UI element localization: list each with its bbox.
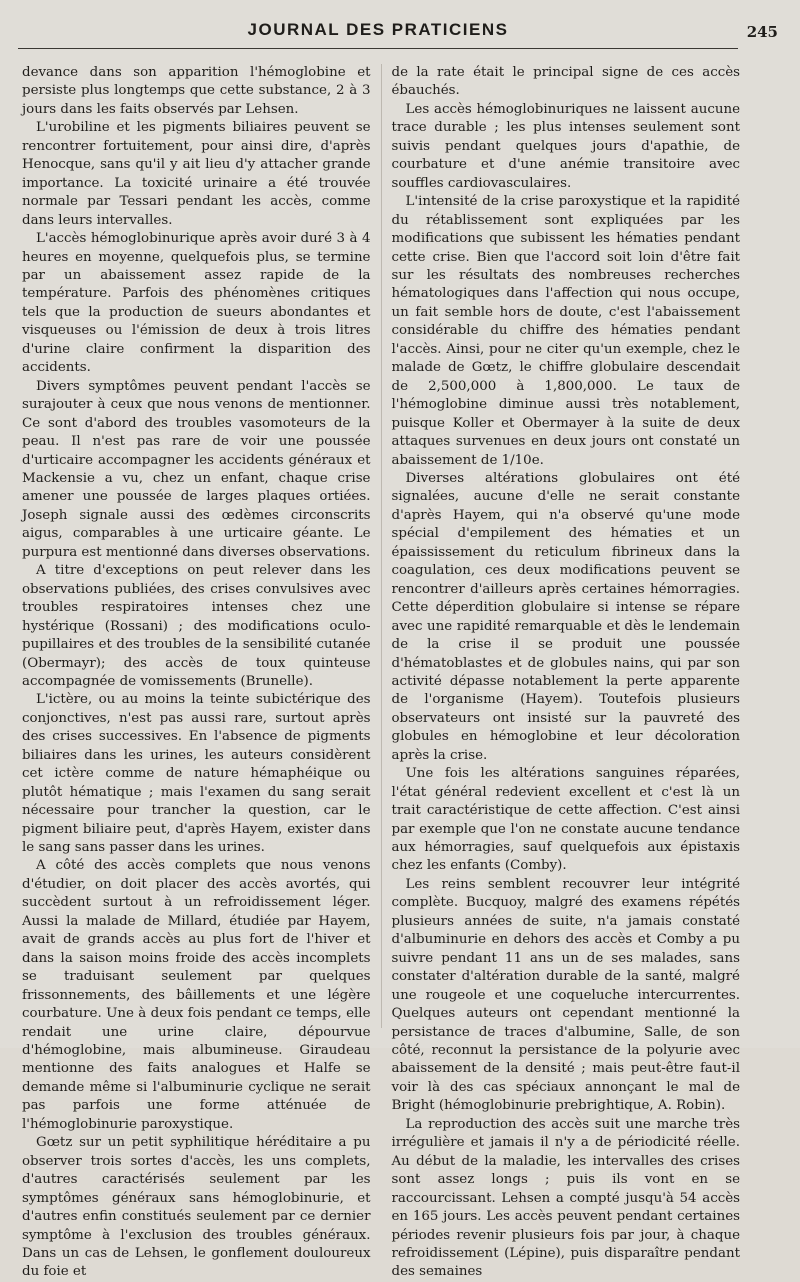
paragraph: Les reins semblent recouvrer leur intégrité complète. Bucquoy, malgré des examens répétés plusieurs années de suite, n'a jamais constaté d'albuminurie en dehors des accès et Comby a pu suivre pendant 11 ans un de ses malades, sans constater d'altération durable de la santé, malgré une rougeole et une coqueluche intercurrentes. Quelques auteurs ont cependant mentionné la persistance de traces d'albumine, Salle, de son côté, reconnut la persistance de la polyurie avec abaissement de la densité ; mais peut-être faut-il voir là des cas spéciaux annonçant le mal de Bright (hémoglobinurie prebrightique, A. Robin). xyxy=(391,876,740,1114)
paragraph: Une fois les altérations sanguines réparées, l'état général redevient excellent et c'est là un trait caractéristique de cette affection. C'est ainsi par exemple que l'on ne constate aucune tendance aux hémorragies, sauf quelquefois aux épistaxis chez les enfants (Comby). xyxy=(391,766,740,874)
left-column xyxy=(22,64,382,1280)
paragraph: L'urobiline et les pigments biliaires peuvent se rencontrer fortuitement, pour ainsi dire, d'après Henocque, sans qu'il y ait lieu d'y attacher grande importance. La toxicité urinaire a été trouvée normale par Tessari pendant les accès, comme dans leurs intervalles. xyxy=(22,120,371,228)
paragraph: L'ictère, ou au moins la teinte subictérique des conjonctives, n'est pas aussi rare, surtout après des crises successives. En l'absence de pigments biliaires dans les urines, les auteurs considèrent cet ictère comme de nature hémaphéique ou plutôt hématique ; mais l'examen du sang serait nécessaire pour trancher la question, car le pigment biliaire peut, d'après Hayem, exister dans le sang sans passer dans les urines. xyxy=(22,692,371,856)
paragraph: de la rate était le principal signe de ces accès ébauchés. xyxy=(391,65,740,99)
journal-title: JOURNAL DES PRATICIENS xyxy=(247,20,509,39)
paragraph: La reproduction des accès suit une marche très irrégulière et jamais il n'y a de périodicité réelle. Au début de la maladie, les intervalles des crises sont assez longs ; puis ils vont en se raccourcissant. Lehsen a compté jusqu'à 54 accès en 165 jours. Les accès peuvent pendant certaines périodes revenir plusieurs fois par jour, à chaque refroidissement (Lépine), puis disparaître pendant des semaines xyxy=(391,1116,740,1280)
paragraph: Gœtz sur un petit syphilitique héréditaire a pu observer trois sortes d'accès, les uns complets, d'autres caractérisés seulement par les symptômes généraux sans hémoglobinurie, et d'autres enfin constitués seulement par ce dernier symptôme à l'exclusion des troubles généraux. Dans un cas de Lehsen, le gonflement douloureux du foie et xyxy=(22,1135,371,1280)
paragraph: L'intensité de la crise paroxystique et la rapidité du rétablissement sont expliquées par les modifications que subissent les hématies pendant cette crise. Bien que l'accord soit loin d'être fait sur les résultats des nombreuses recherches hématologiques dans l'affection qui nous occupe, un fait semble hors de doute, c'est l'abaissement considérable du chiffre des hématies pendant l'accès. Ainsi, pour ne citer qu'un exemple, chez le malade de Gœtz, le chiffre globulaire descendait de 2,500,000 à 1,800,000. Le taux de l'hémoglobine diminue aussi très notablement, puisque Koller et Obermayer à la suite de deux attaques survenues en deux jours ont constaté un abaissement de 1/10e. xyxy=(391,194,740,468)
text-columns xyxy=(22,64,740,1280)
page-number: 245 xyxy=(746,23,778,41)
right-column xyxy=(382,64,741,1280)
paragraph: devance dans son apparition l'hémoglobine et persiste plus longtemps que cette substance, 2 à 3 jours dans les faits observés par Lehsen. xyxy=(22,65,371,117)
page-header xyxy=(18,14,778,49)
paragraph: Divers symptômes peuvent pendant l'accès se surajouter à ceux que nous venons de mentionner. Ce sont d'abord des troubles vasomoteurs de la peau. Il n'est pas rare de voir une poussée d'urticaire accompagner les accidents généraux et Mackensie a vu, chez un enfant, chaque crise amener une poussée de larges plaques ortiées. Joseph signale aussi des œdèmes circonscrits aigus, comparables à une urticaire géante. Le purpura est mentionné dans diverses observations. xyxy=(22,378,371,560)
paragraph: A titre d'exceptions on peut relever dans les observations publiées, des crises convulsives avec troubles respiratoires intenses chez une hystérique (Rossani) ; des modifications oculo-pupillaires et des troubles de la sensibilité cutanée (Obermayr); des accès de toux quinteuse accompagnée de vomissements (Brunelle). xyxy=(22,563,371,689)
paragraph: Les accès hémoglobinuriques ne laissent aucune trace durable ; les plus intenses seulement sont suivis pendant quelques jours d'apathie, de courbature et d'une anémie transitoire avec souffles cardiovasculaires. xyxy=(391,101,740,191)
paragraph: Diverses altérations globulaires ont été signalées, aucune d'elle ne serait constante d'après Hayem, qui n'a observé qu'une mode spécial d'empilement des hématies et un épaississement du reticulum fibrineux dans la coagulation, ces deux modifications peuvent se rencontrer d'ailleurs après certaines hémorragies. Cette déperdition globulaire si intense se répare avec une rapidité remarquable et dès le lendemain de la crise il se produit une poussée d'hématoblastes et de globules nains, qui par son activité dépasse notablement la perte apparente de l'organisme (Hayem). Toutefois plusieurs observateurs ont insisté sur la pauvreté des globules en hémoglobine et leur décoloration après la crise. xyxy=(391,470,740,763)
paragraph: A côté des accès complets que nous venons d'étudier, on doit placer des accès avortés, qui succèdent surtout à un refroidissement léger. Aussi la malade de Millard, étudiée par Hayem, avait de grands accès au plus fort de l'hiver et dans la saison moins froide des accès incomplets se traduisant seulement par quelques frissonnements, des bâillements et une légère courbature. Une à deux fois pendant ce temps, elle rendait une urine claire, dépourvue d'hémoglobine, mais albumineuse. Giraudeau mentionne des faits analogues et Halfe se demande même si l'albuminurie cyclique ne serait pas parfois une forme atténuée de l'hémoglobinurie paroxystique. xyxy=(22,858,371,1132)
paragraph: L'accès hémoglobinurique après avoir duré 3 à 4 heures en moyenne, quelquefois plus, se termine par un abaissement assez rapide de la température. Parfois des phénomènes critiques tels que la production de sueurs abondantes et visqueuses ou l'émission de deux à trois litres d'urine claire confirment la disparition des accidents. xyxy=(22,231,371,376)
